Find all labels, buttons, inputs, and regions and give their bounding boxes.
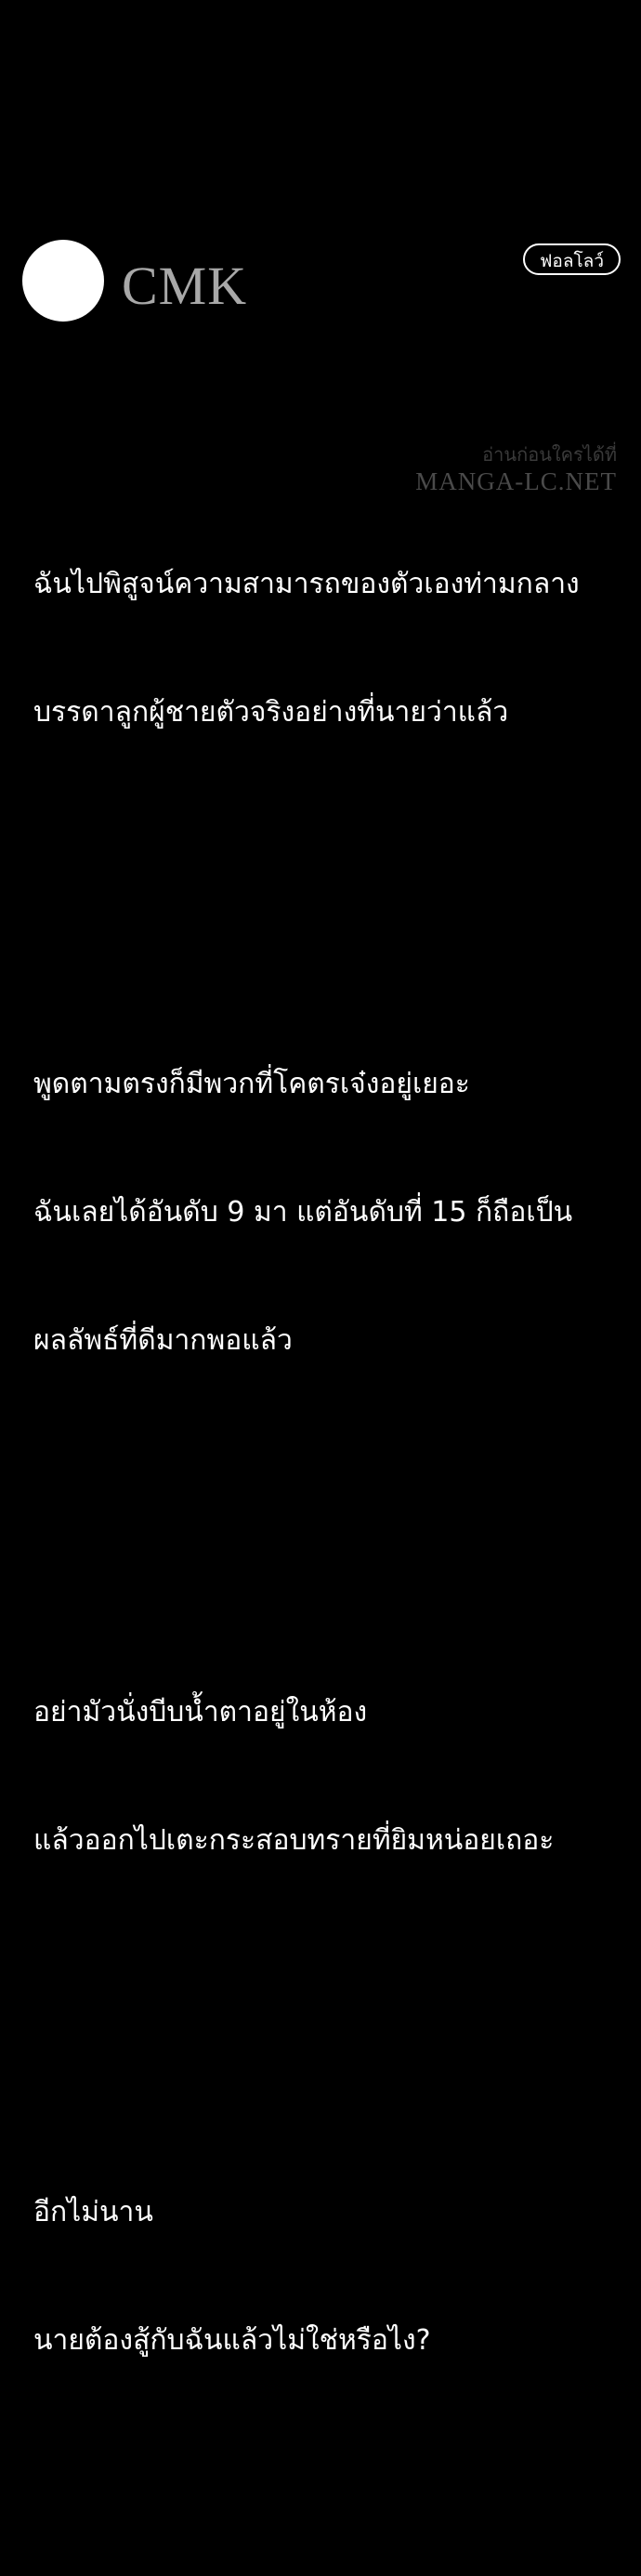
text-line: อีกไม่นาน — [33, 2196, 153, 2228]
text-line: พูดตามตรงก็มีพวกที่โคตรเจ๋งอยู่เยอะ — [33, 1068, 470, 1100]
paragraph — [33, 978, 609, 1448]
text-line: แล้วออกไปเตะกระสอบทรายที่ยิมหน่อยเถอะ — [33, 1824, 555, 1857]
paragraph — [33, 2106, 609, 2448]
text-line: อย่ามัวนั่งบีบน้ำตาอยู่ในห้อง — [33, 1696, 368, 1728]
follow-button[interactable]: ฟอลโลว์ — [523, 243, 621, 275]
text-line: ฉันไปพิสูจน์ความสามารถของตัวเองท่ามกลาง — [33, 568, 580, 600]
message-body — [33, 349, 609, 2576]
paragraph — [33, 1606, 609, 1948]
text-line: บรรดาลูกผู้ชายตัวจริงอย่างที่นายว่าแล้ว — [33, 696, 509, 729]
text-line: ฉันเลยได้อันดับ 9 มา แต่อันดับที่ 15 ก็ถือเป็น — [33, 1196, 573, 1229]
top-blank-panel — [0, 0, 641, 208]
watermark-line-2: MANGA-LC.NET — [415, 467, 617, 495]
message-header — [0, 219, 641, 322]
text-line: นายต้องสู้กับฉันแล้วไม่ใช่หรือไง? — [33, 2324, 431, 2357]
message-panel — [0, 208, 641, 2357]
username-label: CMK — [122, 256, 248, 316]
text-line: ผลลัพธ์ที่ดีมากพอแล้ว — [33, 1324, 293, 1357]
paragraph — [33, 478, 609, 820]
watermark-line-1: อ่านก่อนใครได้ที่ — [482, 443, 617, 466]
avatar — [22, 240, 104, 322]
